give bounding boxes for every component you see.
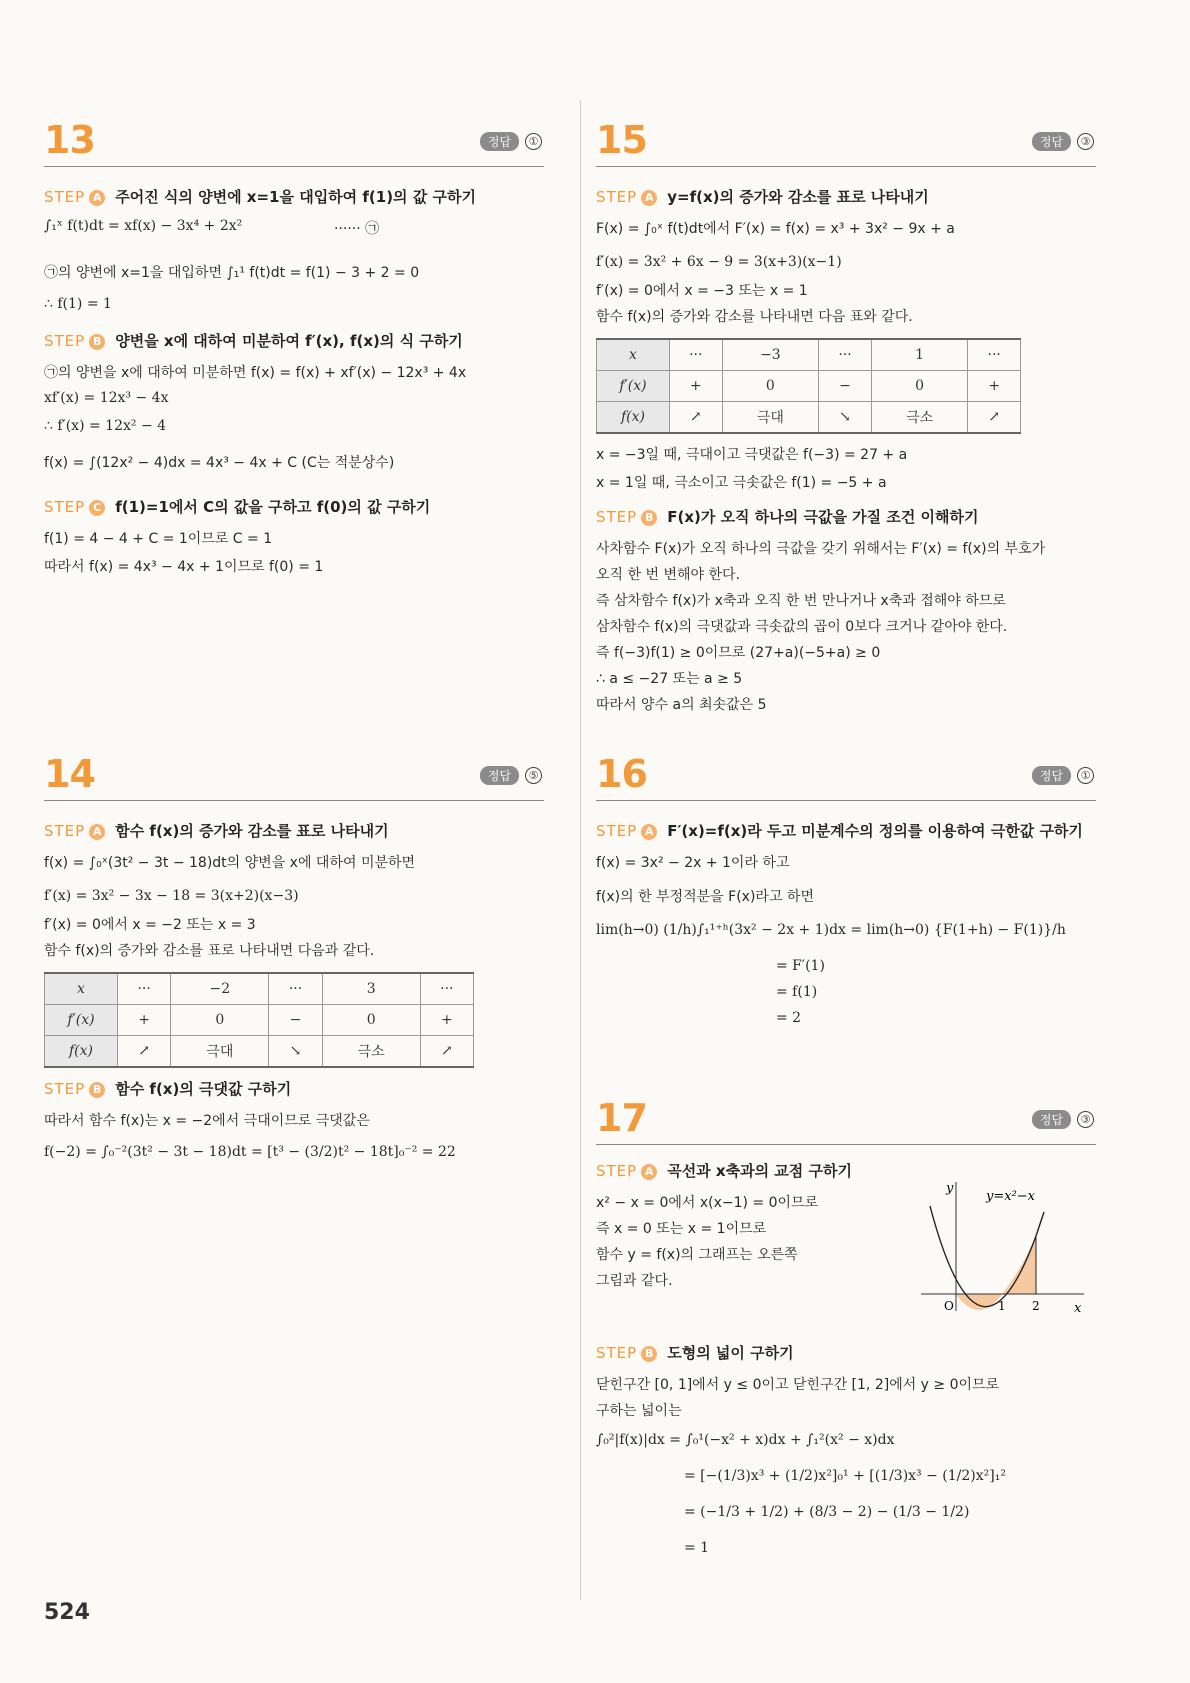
step-heading: STEP A 곡선과 x축과의 교점 구하기	[596, 1162, 852, 1180]
table-row: x ··· −2 ··· 3 ···	[45, 973, 474, 1005]
answer-value: ①	[525, 133, 542, 150]
problem-number: 16	[596, 752, 647, 796]
problem-number: 15	[596, 118, 647, 162]
answer-badge	[1032, 1110, 1094, 1129]
formula-line: F(x) = ∫₀ˣ f(t)dt에서 F′(x) = f(x) = x³ + 3x² − 9x + a	[596, 221, 955, 237]
formula-line: f(x) = ∫(12x² − 4)dx = 4x³ − 4x + C (C는 적분상수)	[44, 455, 395, 471]
answer-label: 정답	[1032, 1110, 1071, 1129]
text-line: 오직 한 번 변해야 한다.	[596, 567, 740, 583]
text-line: 즉 삼차함수 f(x)가 x축과 오직 한 번 만나거나 x축과 접해야 하므로	[596, 593, 1006, 609]
text-line: ∴ a ≤ −27 또는 a ≥ 5	[596, 671, 743, 687]
shaded-region-below	[956, 1294, 1002, 1310]
step-heading: STEP B 양변을 x에 대하여 미분하여 f′(x), f(x)의 식 구하기	[44, 332, 463, 350]
formula-line: f′(x) = 3x² − 3x − 18 = 3(x+2)(x−3)	[44, 888, 299, 904]
formula-line: f′(x) = 3x² + 6x − 9 = 3(x+3)(x−1)	[596, 254, 842, 270]
table-row: f(x) ↗ 극대 ↘ 극소 ↗	[597, 402, 1021, 434]
text-line: x = −3일 때, 극대이고 극댓값은 f(−3) = 27 + a	[596, 447, 908, 463]
formula-line: = 1	[684, 1540, 710, 1556]
answer-value: ③	[1077, 133, 1094, 150]
answer-label: 정답	[1032, 766, 1071, 785]
text-line: ㉠의 양변을 x에 대하여 미분하면 f(x) = f(x) + xf′(x) − 12x³ + 4x	[44, 365, 467, 381]
formula-line: ∫₁ˣ f(t)dt = xf(x) − 3x⁴ + 2x²	[44, 218, 243, 234]
table-row: f′(x) + 0 − 0 +	[45, 1005, 474, 1036]
step-heading: STEP C f(1)=1에서 C의 값을 구하고 f(0)의 값 구하기	[44, 498, 431, 516]
step-heading: STEP A 주어진 식의 양변에 x=1을 대입하여 f(1)의 값 구하기	[44, 188, 476, 206]
formula-line: lim(h→0) (1/h)∫₁¹⁺ʰ(3x² − 2x + 1)dx = lim(h→0) {F(1+h) − F(1)}/h	[596, 922, 1066, 938]
answer-badge	[480, 132, 542, 151]
page-number: 524	[44, 1600, 90, 1625]
curve-label: y=x²−x	[986, 1189, 1036, 1204]
origin-label: O	[944, 1299, 954, 1313]
text-line: 닫힌구간 [0, 1]에서 y ≤ 0이고 닫힌구간 [1, 2]에서 y ≥ 0이므로	[596, 1377, 1000, 1393]
column-divider	[580, 100, 581, 1600]
text-line: 즉 f(−3)f(1) ≥ 0이므로 (27+a)(−5+a) ≥ 0	[596, 645, 881, 661]
problem-number: 13	[44, 118, 95, 162]
formula-line: = [−(1/3)x³ + (1/2)x²]₀¹ + [(1/3)x³ − (1/2)x²]₁²	[684, 1468, 1006, 1484]
problem-header	[44, 752, 544, 801]
table-row: f(x) ↗ 극대 ↘ 극소 ↗	[45, 1036, 474, 1068]
text-line: x = 1일 때, 극소이고 극솟값은 f(1) = −5 + a	[596, 475, 887, 491]
answer-value: ⑤	[525, 767, 542, 784]
formula-line: = F′(1)	[776, 958, 825, 974]
text-line: ㉠의 양변에 x=1을 대입하면 ∫₁¹ f(t)dt = f(1) − 3 + 2 = 0	[44, 265, 420, 281]
text-line: ∴ f(1) = 1	[44, 296, 112, 312]
problem-header	[44, 118, 544, 167]
formula-line: = f(1)	[776, 984, 818, 1000]
text-line: f(1) = 4 − 4 + C = 1이므로 C = 1	[44, 531, 273, 547]
step-heading: STEP B F(x)가 오직 하나의 극값을 가질 조건 이해하기	[596, 508, 979, 526]
text-line: f(x) = 3x² − 2x + 1이라 하고	[596, 855, 790, 871]
step-heading: STEP A F′(x)=f(x)라 두고 미분계수의 정의를 이용하여 극한값 구하기	[596, 822, 1083, 840]
text-line: f(x)의 한 부정적분을 F(x)라고 하면	[596, 889, 814, 905]
table-row: f′(x) + 0 − 0 +	[597, 371, 1021, 402]
formula-line: = (−1/3 + 1/2) + (8/3 − 2) − (1/3 − 1/2)	[684, 1504, 970, 1520]
step-heading: STEP A y=f(x)의 증가와 감소를 표로 나타내기	[596, 188, 929, 206]
y-axis-label: y	[946, 1181, 954, 1196]
x-axis-label: x	[1074, 1301, 1082, 1316]
answer-label: 정답	[1032, 132, 1071, 151]
problem-header	[596, 752, 1096, 801]
equation-mark: ······ ㉠	[334, 221, 380, 237]
answer-value: ①	[1077, 767, 1094, 784]
formula-line: f(−2) = ∫₀⁻²(3t² − 3t − 18)dt = [t³ − (3/2)t² − 18t]₀⁻² = 22	[44, 1144, 456, 1160]
step-heading: STEP B 함수 f(x)의 극댓값 구하기	[44, 1080, 292, 1098]
problem-16	[596, 752, 1096, 1032]
table-row: x ··· −3 ··· 1 ···	[597, 339, 1021, 371]
answer-label: 정답	[480, 132, 519, 151]
text-line: 즉 x = 0 또는 x = 1이므로	[596, 1221, 767, 1237]
text-line: 따라서 양수 a의 최솟값은 5	[596, 697, 767, 713]
answer-value: ③	[1077, 1111, 1094, 1128]
problem-13	[44, 118, 544, 588]
text-line: 삼차함수 f(x)의 극댓값과 극솟값의 곱이 0보다 크거나 같아야 한다.	[596, 619, 1008, 635]
step-heading: STEP A 함수 f(x)의 증가와 감소를 표로 나타내기	[44, 822, 389, 840]
variation-table	[44, 972, 474, 1068]
answer-badge	[480, 766, 542, 785]
problem-header	[596, 1096, 1096, 1145]
text-line: 구하는 넓이는	[596, 1403, 682, 1419]
text-line: 함수 f(x)의 증가와 감소를 표로 나타내면 다음과 같다.	[44, 943, 375, 959]
text-line: 사차함수 F(x)가 오직 하나의 극값을 갖기 위해서는 F′(x) = f(x)의 부호가	[596, 541, 1046, 557]
text-line: 함수 y = f(x)의 그래프는 오른쪽	[596, 1247, 798, 1263]
formula-line: ∫₀²|f(x)|dx = ∫₀¹(−x² + x)dx + ∫₁²(x² − x)dx	[596, 1432, 895, 1448]
text-line: 그림과 같다.	[596, 1273, 673, 1289]
tick-label: 1	[998, 1299, 1006, 1313]
answer-badge	[1032, 132, 1094, 151]
answer-label: 정답	[480, 766, 519, 785]
problem-15	[596, 118, 1096, 718]
text-line: 함수 f(x)의 증가와 감소를 나타내면 다음 표와 같다.	[596, 309, 913, 325]
text-line: f(x) = ∫₀ˣ(3t² − 3t − 18)dt의 양변을 x에 대하여 미분하면	[44, 855, 416, 871]
problem-14	[44, 752, 544, 1182]
shaded-region-above	[1002, 1236, 1036, 1294]
parabola-graph	[916, 1176, 1091, 1316]
problem-number: 14	[44, 752, 95, 796]
variation-table	[596, 338, 1021, 434]
tick-label: 2	[1032, 1299, 1040, 1313]
problem-17	[596, 1096, 1096, 1576]
formula-line: xf′(x) = 12x³ − 4x	[44, 390, 169, 406]
problem-header	[596, 118, 1096, 167]
answer-badge	[1032, 766, 1094, 785]
text-line: 따라서 함수 f(x)는 x = −2에서 극대이므로 극댓값은	[44, 1113, 370, 1129]
formula-line: = 2	[776, 1010, 802, 1026]
problem-number: 17	[596, 1096, 647, 1140]
text-line: f′(x) = 0에서 x = −2 또는 x = 3	[44, 917, 256, 933]
text-line: x² − x = 0에서 x(x−1) = 0이므로	[596, 1195, 819, 1211]
step-heading: STEP B 도형의 넓이 구하기	[596, 1344, 794, 1362]
formula-line: ∴ f′(x) = 12x² − 4	[44, 418, 167, 434]
text-line: f′(x) = 0에서 x = −3 또는 x = 1	[596, 283, 808, 299]
text-line: 따라서 f(x) = 4x³ − 4x + 1이므로 f(0) = 1	[44, 559, 324, 575]
